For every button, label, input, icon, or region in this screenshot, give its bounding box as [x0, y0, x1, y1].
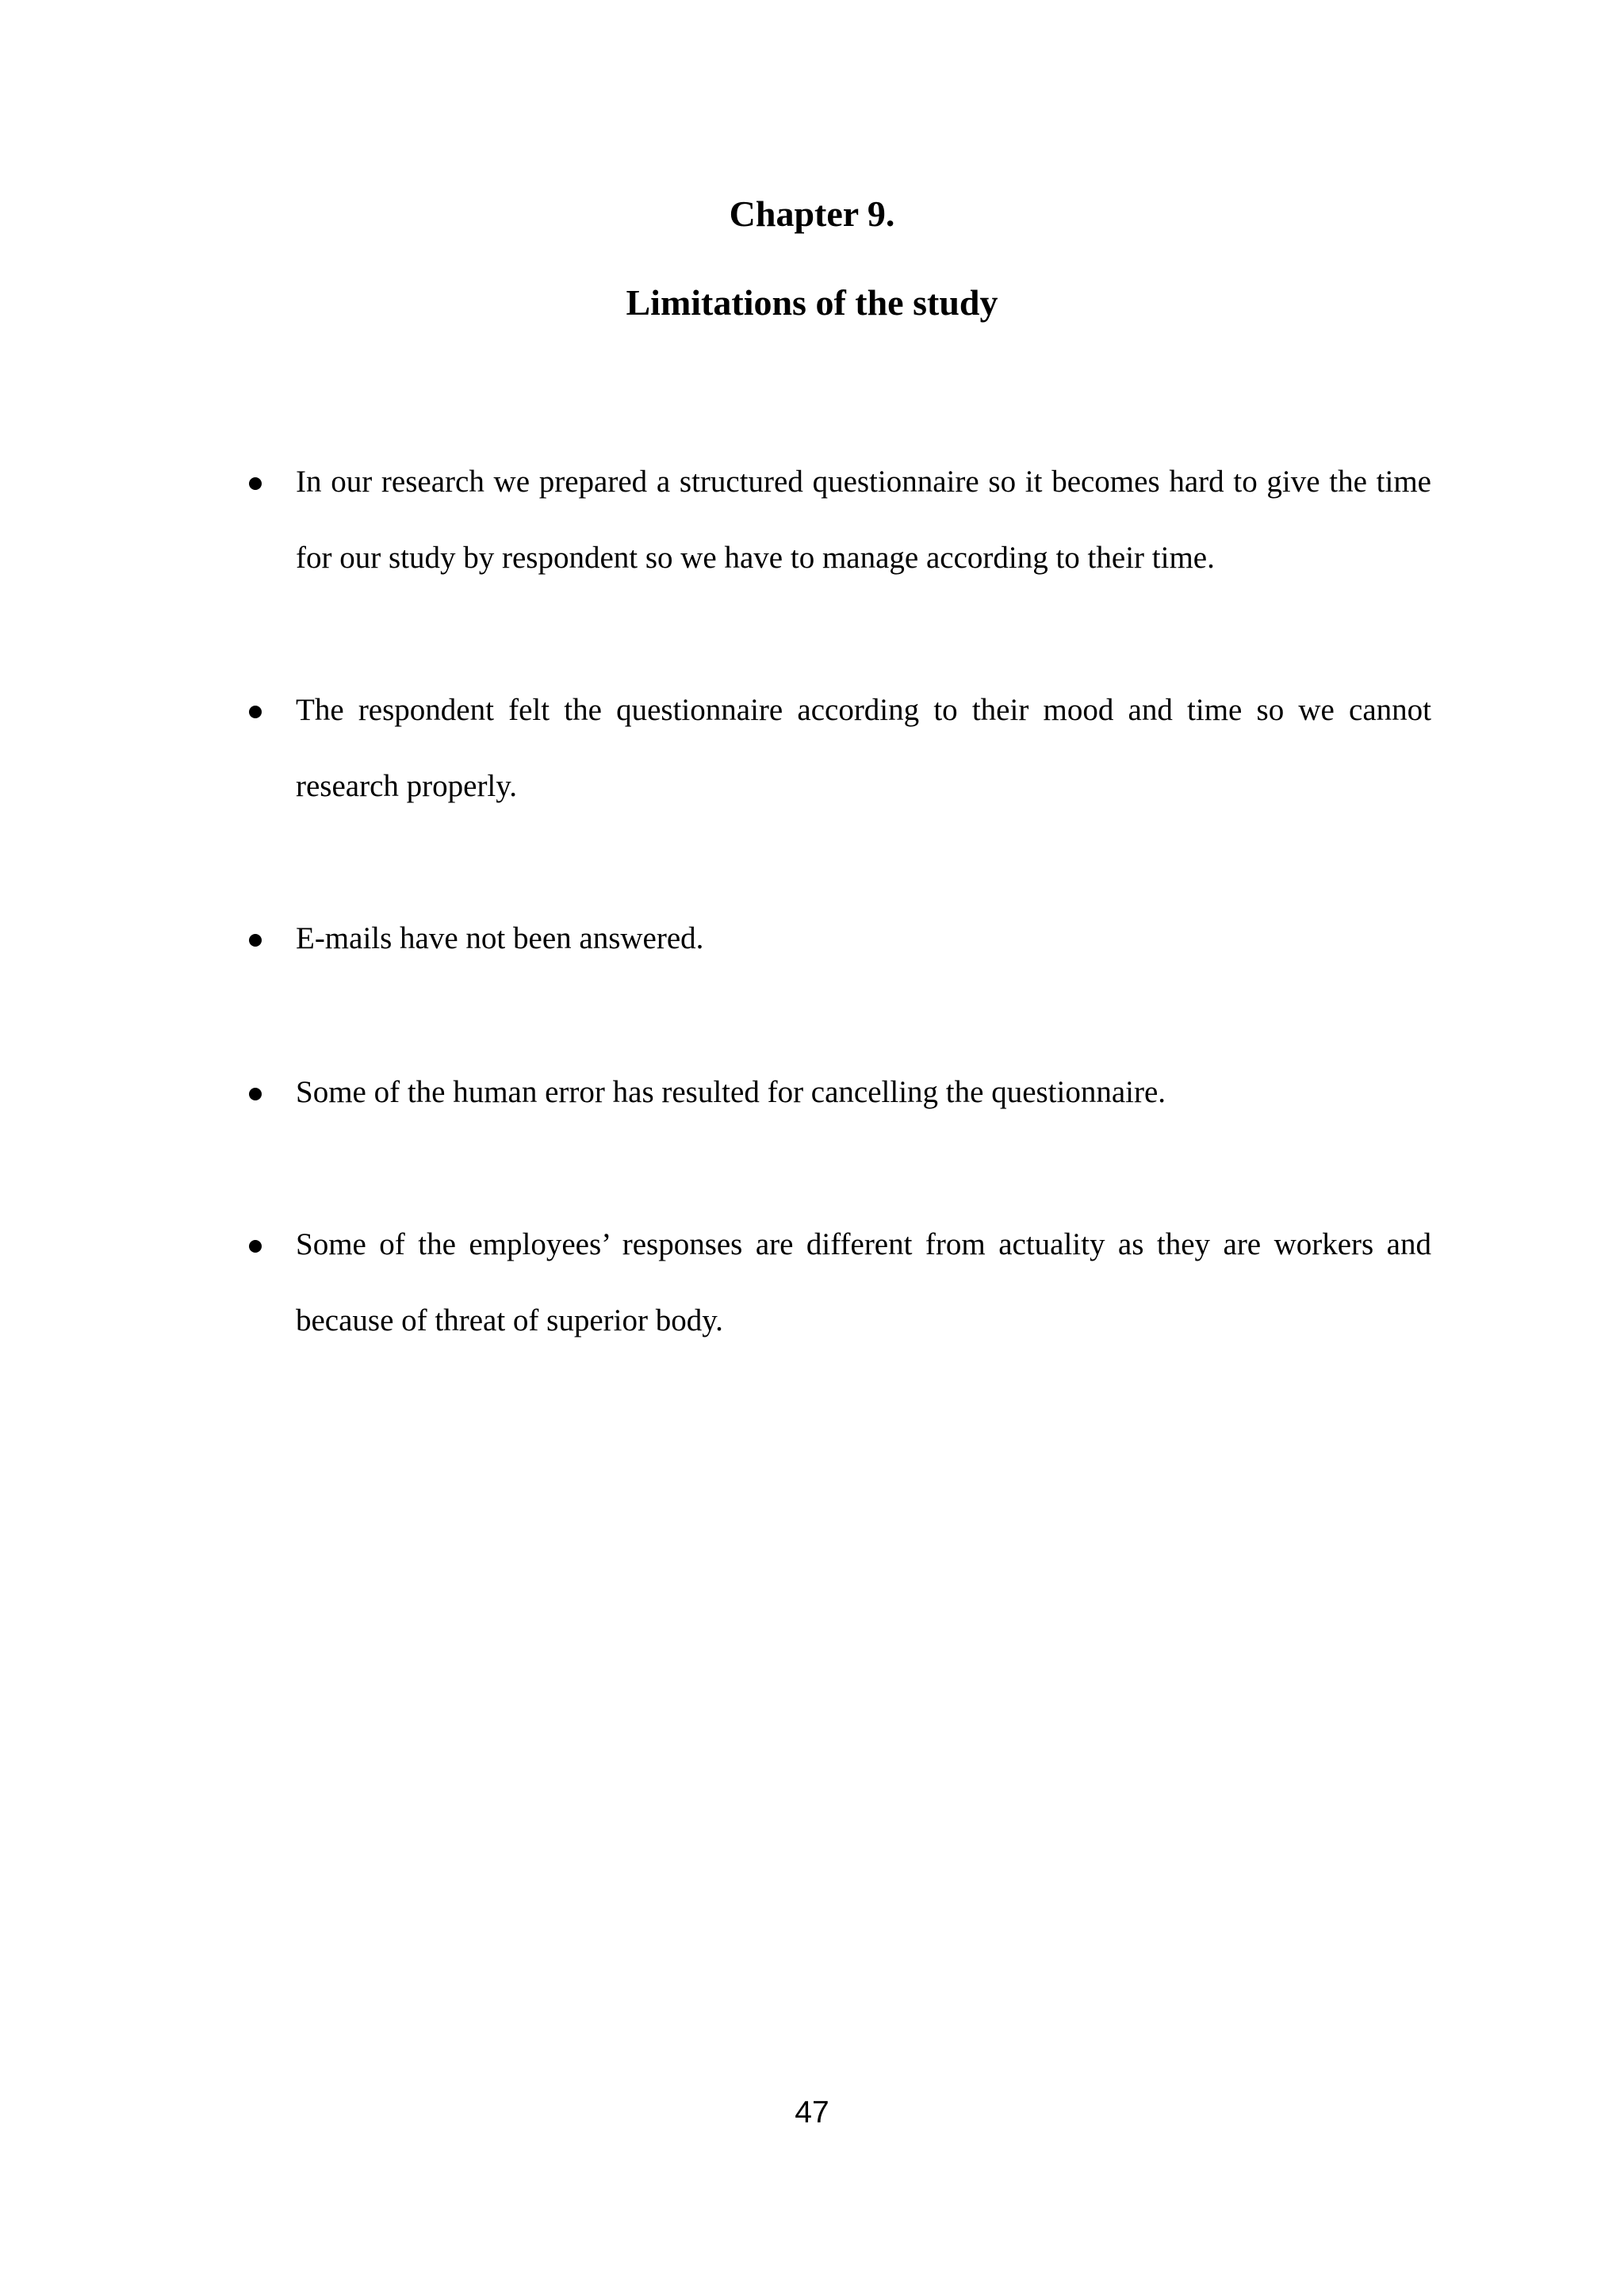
list-item-text: Some of the employees’ responses are different from actuality as they are workers and because of threat of superior body.	[296, 1227, 1431, 1337]
bullet-icon	[249, 1240, 262, 1253]
chapter-title: Chapter 9.	[729, 193, 895, 234]
bullet-icon	[249, 934, 262, 947]
list-item-text: The respondent felt the questionnaire according to their mood and time so we cannot research properly.	[296, 693, 1431, 803]
list-item-text: In our research we prepared a structured questionnaire so it becomes hard to give the time for our study by respondent so we have to manage according to their time.	[296, 465, 1431, 575]
bullet-icon	[249, 477, 262, 490]
chapter-subtitle: Limitations of the study	[626, 282, 998, 323]
list-item-text: Some of the human error has resulted for cancelling the questionnaire.	[296, 1075, 1166, 1109]
bullet-icon	[249, 706, 262, 718]
list-item-text: E-mails have not been answered.	[296, 921, 704, 955]
bullet-icon	[249, 1088, 262, 1100]
page-number: 47	[795, 2095, 829, 2130]
